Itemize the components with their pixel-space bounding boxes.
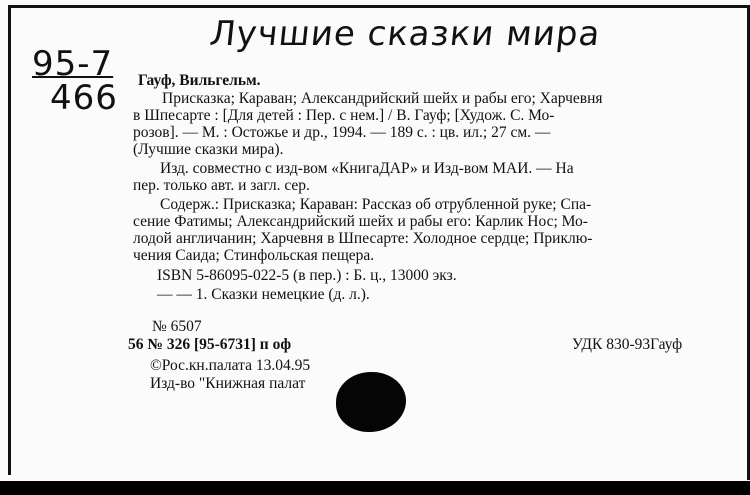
- udk-code: УДК 830-93Гауф: [572, 336, 683, 353]
- record-line: в Шпесарте : [Для детей : Пер. с нем.] / В. Гауф; [Худож. С. Мо-: [133, 107, 555, 124]
- card-border-bottom: [0, 481, 750, 495]
- record-line: Присказка; Караван; Александрийский шейх и рабы его; Харчевня: [162, 90, 603, 107]
- record-line: розов]. — М. : Остожье и др., 1994. — 189 с. : цв. ил.; 27 см. —: [133, 124, 551, 141]
- record-line: (Лучшие сказки мира).: [133, 141, 284, 158]
- copyright-line: ©Рос.кн.палата 13.04.95: [150, 357, 311, 374]
- handwritten-shelf-mark-bottom: 466: [50, 78, 118, 118]
- record-line: пер. только авт. и загл. сер.: [133, 177, 310, 194]
- registration-line: 56 № 326 [95-6731] п оф: [128, 336, 292, 353]
- card-border-left: [8, 5, 11, 475]
- record-line: лодой англичанин; Харчевня в Шпесарте: Холодное сердце; Приклю-: [133, 230, 593, 247]
- author-heading: Гауф, Вильгельм.: [138, 72, 261, 89]
- card-border-top: [8, 5, 750, 8]
- record-line: Содерж.: Присказка; Караван: Рассказ об отрубленной руке; Спа-: [160, 196, 592, 213]
- subject-line: — — 1. Сказки немецкие (д. л.).: [157, 286, 370, 303]
- record-line: Изд. совместно с изд-вом «КнигаДАР» и Изд-вом МАИ. — На: [160, 160, 574, 177]
- publisher-line: Изд-во "Книжная палат: [150, 375, 306, 392]
- record-line: чения Саида; Стинфольская пещера.: [133, 247, 375, 264]
- isbn-line: ISBN 5-86095-022-5 (в пер.) : Б. ц., 13000 экз.: [157, 267, 457, 284]
- ink-blot: [370, 378, 400, 402]
- card-number: № 6507: [152, 318, 202, 335]
- handwritten-shelf-mark-top: 95-7: [32, 44, 114, 84]
- handwritten-series-title: Лучшие сказки мира: [207, 14, 603, 54]
- record-line: сение Фатимы; Александрийский шейх и рабы его: Карлик Нос; Мо-: [133, 213, 588, 230]
